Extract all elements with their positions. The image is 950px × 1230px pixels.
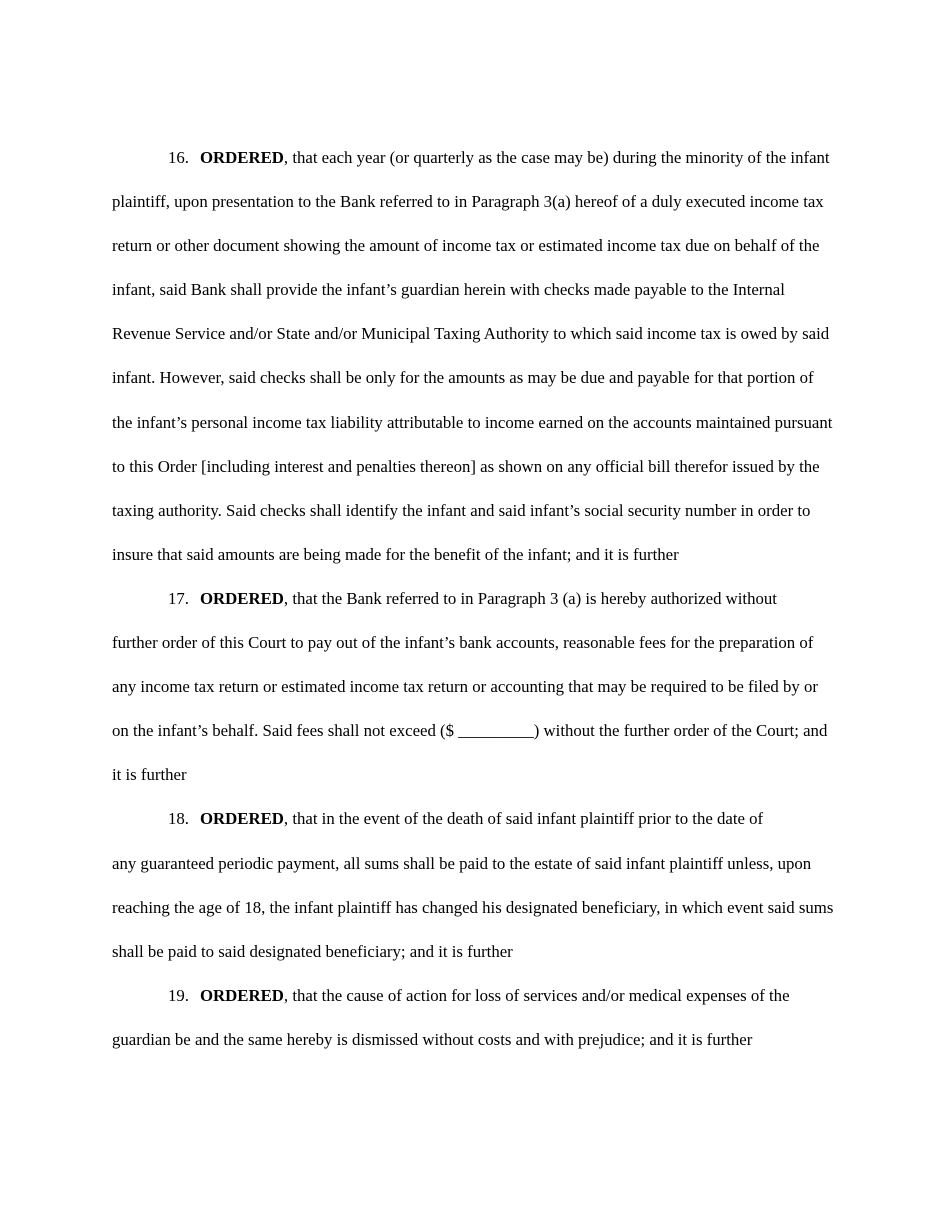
- paragraph-first-line: [112, 146, 917, 190]
- paragraph-number: 16.: [168, 148, 189, 167]
- ordered-keyword: ORDERED: [200, 148, 284, 167]
- order-text: [112, 146, 917, 1072]
- text-line: on the infant’s behalf. Said fees shall not exceed ($ _________) without the further order of the Court; and: [112, 721, 828, 741]
- paragraph-number: 18.: [168, 809, 189, 829]
- ordered-keyword: ORDERED: [200, 588, 284, 608]
- paragraph-first-line: [112, 587, 917, 631]
- text-line: the infant’s personal income tax liability attributable to income earned on the accounts maintained pursuant: [112, 412, 833, 432]
- text-line: plaintiff, upon presentation to the Bank referred to in Paragraph 3(a) hereof of a duly executed income tax: [112, 192, 824, 212]
- paragraph-first-line-text: , that in the event of the death of said infant plaintiff prior to the date of: [283, 809, 764, 829]
- paragraph-16: [112, 146, 917, 587]
- text-line: any guaranteed periodic payment, all sums shall be paid to the estate of said infant plaintiff unless, upon: [112, 853, 812, 873]
- ordered-keyword: ORDERED: [200, 985, 284, 1005]
- text-line: it is further: [112, 765, 187, 785]
- text-line: any income tax return or estimated income tax return or accounting that may be required to be filed by or: [112, 677, 818, 697]
- text-line: shall be paid to said designated beneficiary; and it is further: [112, 941, 513, 961]
- text-line: further order of this Court to pay out of the infant’s bank accounts, reasonable fees for the preparation of: [112, 633, 814, 653]
- paragraph-first-line-text: , that the Bank referred to in Paragraph 3 (a) is hereby authorized without: [283, 588, 777, 608]
- text-line: insure that said amounts are being made for the benefit of the infant; and it is further: [112, 544, 679, 564]
- text-line: reaching the age of 18, the infant plaintiff has changed his designated beneficiary, in which event said sums: [112, 897, 834, 917]
- text-line: infant, said Bank shall provide the infant’s guardian herein with checks made payable to the Internal: [112, 280, 785, 300]
- paragraph-17: [112, 587, 917, 807]
- paragraph-19: [112, 984, 917, 1072]
- text-line: return or other document showing the amount of income tax or estimated income tax due on behalf of the: [112, 236, 820, 256]
- paragraph-first-line-text: , that the cause of action for loss of services and/or medical expenses of the: [283, 985, 790, 1005]
- paragraph-number: 19.: [168, 985, 189, 1005]
- text-line: Revenue Service and/or State and/or Municipal Taxing Authority to which said income tax is owed by said: [112, 324, 830, 344]
- paragraph-first-line: [112, 984, 917, 1028]
- paragraph-18: [112, 807, 917, 983]
- ordered-keyword: ORDERED: [200, 809, 284, 829]
- paragraph-first-line-text: , that each year (or quarterly as the case may be) during the minority of the infant: [283, 148, 830, 167]
- text-line: guardian be and the same hereby is dismissed without costs and with prejudice; and it is further: [112, 1029, 753, 1049]
- text-line: taxing authority. Said checks shall identify the infant and said infant’s social security number in order to: [112, 500, 811, 520]
- paragraph-first-line: [112, 807, 917, 851]
- paragraph-number: 17.: [168, 588, 189, 608]
- text-line: to this Order [including interest and penalties thereon] as shown on any official bill therefor issued by the: [112, 456, 820, 476]
- text-line: infant. However, said checks shall be only for the amounts as may be due and payable for that portion of: [112, 368, 814, 388]
